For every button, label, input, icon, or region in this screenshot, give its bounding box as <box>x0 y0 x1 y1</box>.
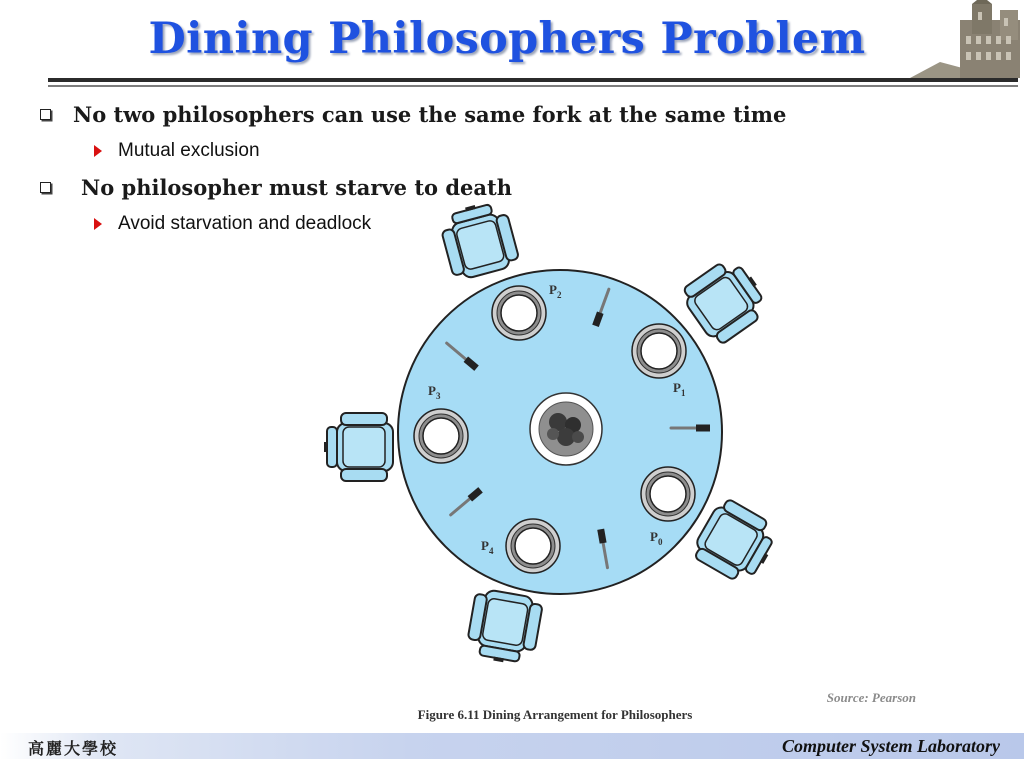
chair-p3 <box>324 413 393 481</box>
lab-name: Computer System Laboratory <box>781 736 1000 756</box>
bullet-2 <box>40 175 512 200</box>
plate-p0 <box>641 467 695 521</box>
slide-title: Dining Philosophers Problem <box>148 14 866 64</box>
bullet-1 <box>40 102 786 127</box>
rice-bowl <box>530 393 602 465</box>
label-p0: $P_0$ <box>650 529 663 547</box>
title-divider-thin <box>48 85 1018 87</box>
label-p3: $P_3$ <box>428 383 441 401</box>
sub-bullet-1 <box>94 140 260 162</box>
source-note: Source: Pearson <box>826 690 916 705</box>
bullet-1-text: No two philosophers can use the same fork at the same time <box>73 102 787 127</box>
plate-p4 <box>506 519 560 573</box>
label-p1: $P_1$ <box>673 380 686 398</box>
label-p4: $P_4$ <box>481 538 494 556</box>
plate-p3 <box>414 409 468 463</box>
university-building-logo <box>910 0 1024 78</box>
arrow-bullet-icon <box>94 218 102 230</box>
arrow-bullet-icon <box>94 145 102 157</box>
university-name: 高麗大學校 <box>28 739 119 758</box>
sub-bullet-1-text: Mutual exclusion <box>118 140 260 161</box>
dining-table-figure <box>320 200 780 670</box>
bullet-2-text: No philosopher must starve to death <box>81 175 512 200</box>
sub-bullet-2-text: Avoid starvation and deadlock <box>118 213 372 234</box>
chair-p2 <box>437 200 521 282</box>
plate-p2 <box>492 286 546 340</box>
label-p2: $P_2$ <box>549 282 562 300</box>
square-bullet-icon <box>40 182 51 193</box>
square-bullet-icon <box>40 109 51 120</box>
figure-caption: Figure 6.11 Dining Arrangement for Philosophers <box>417 707 693 722</box>
title-divider <box>48 78 1018 82</box>
chair-p4 <box>465 588 544 668</box>
chair-p1 <box>678 253 774 348</box>
plate-p1 <box>632 324 686 378</box>
